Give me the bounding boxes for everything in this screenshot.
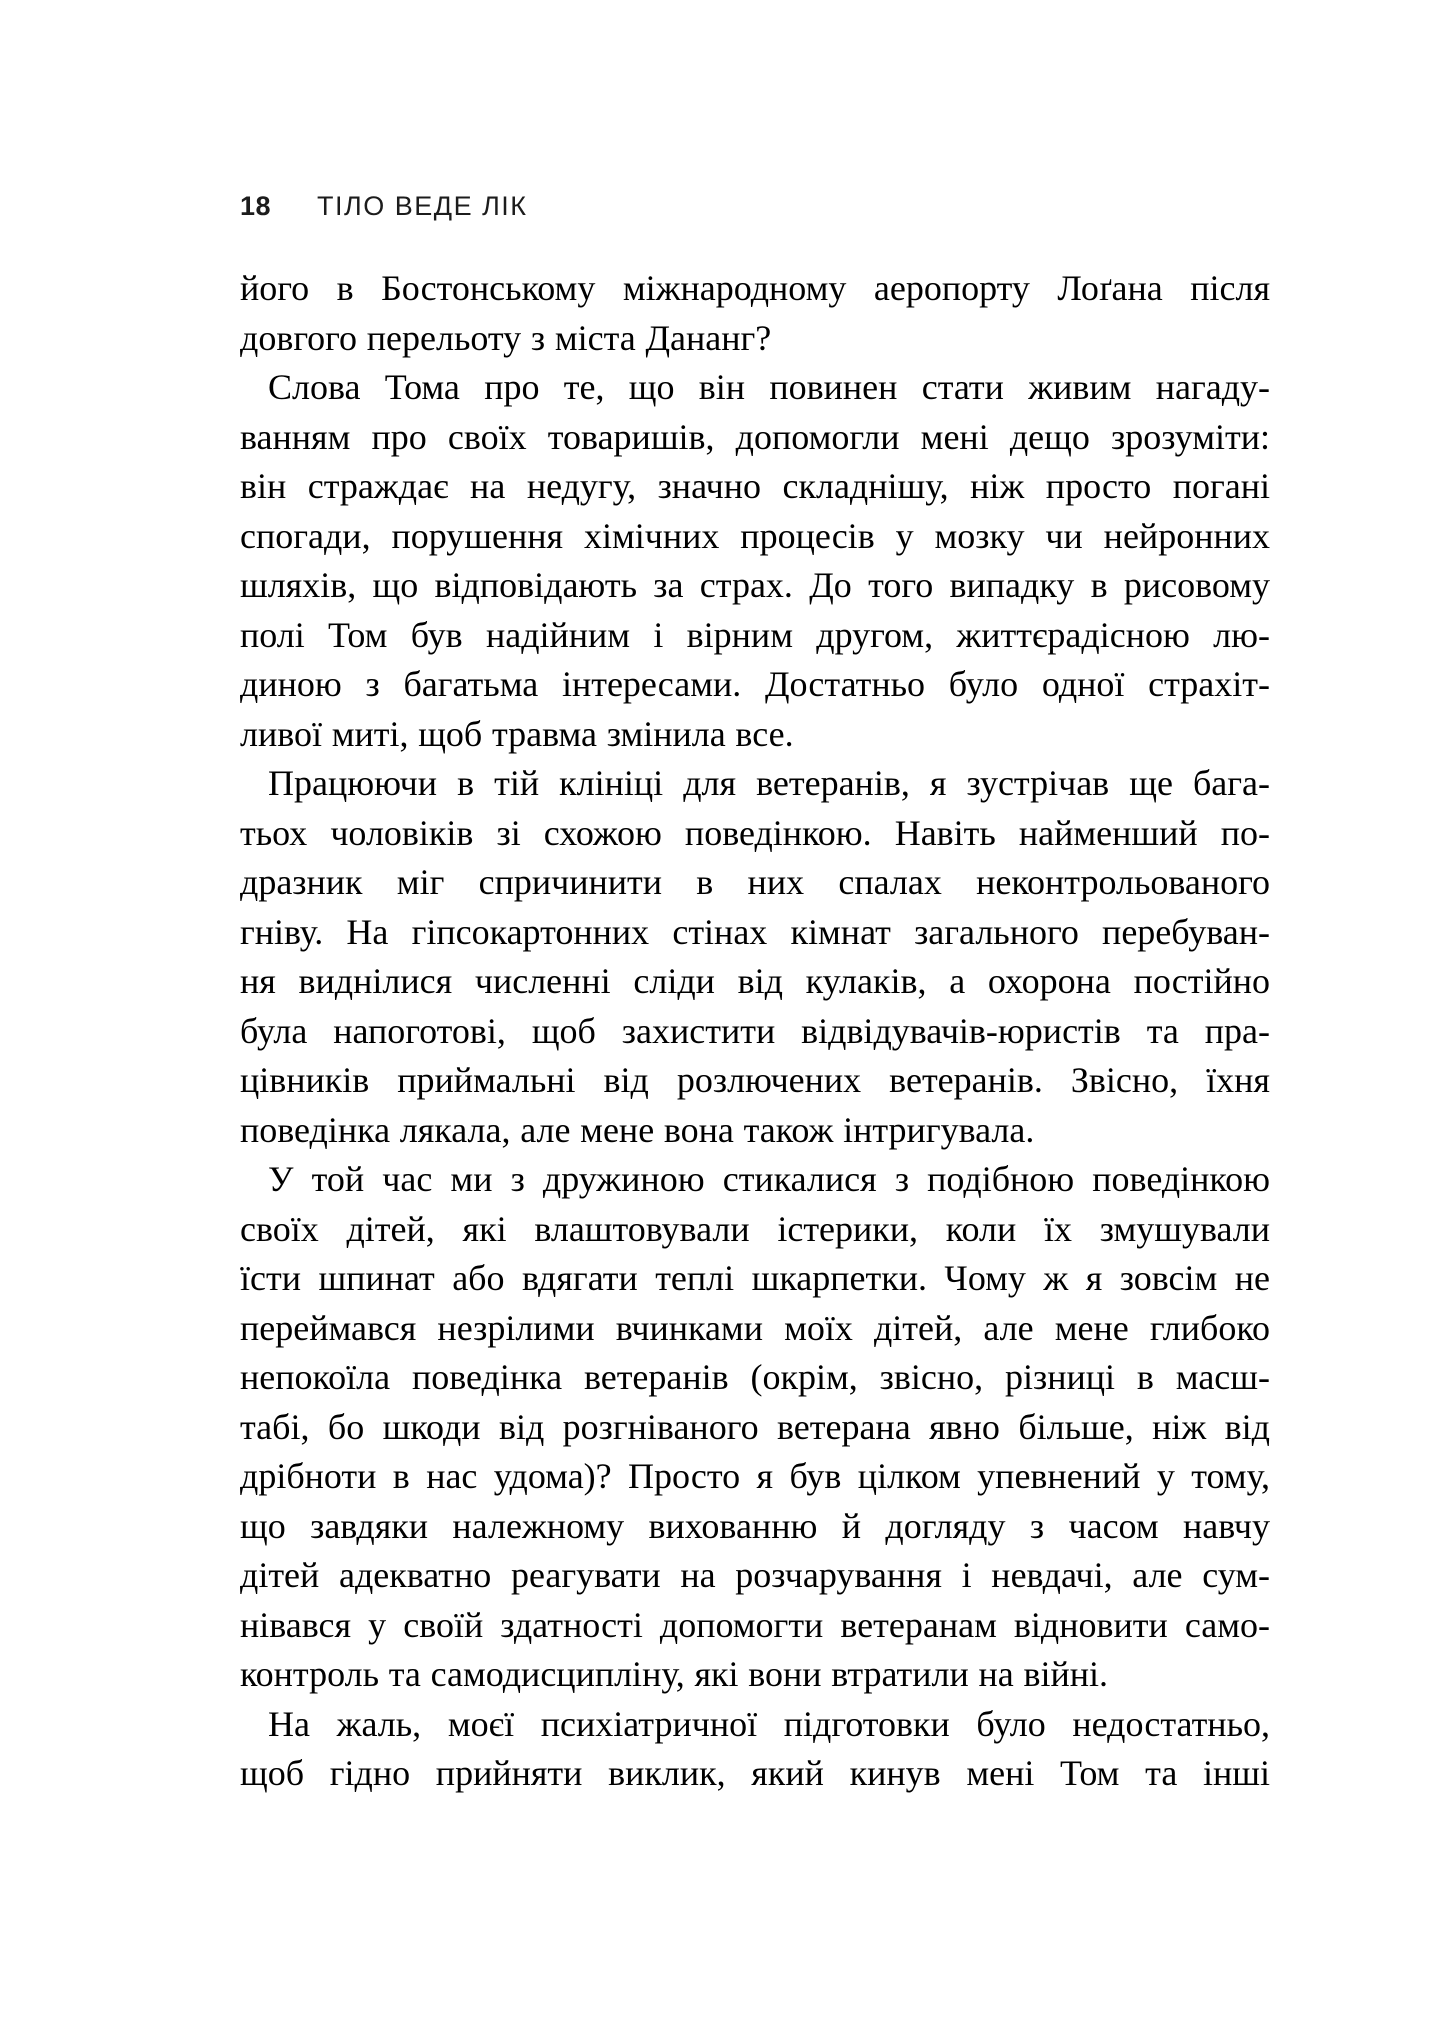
text-line: поведінка лякала, але мене вона також інтригувала. xyxy=(240,1109,1035,1150)
text-line: контроль та самодисципліну, які вони втратили на війні. xyxy=(240,1654,1108,1694)
body-text xyxy=(240,264,1270,1799)
text-line: їсти шпинат або вдягати теплі шкарпетки. Чому ж я зовсім не xyxy=(240,1258,1270,1298)
text-line: була напоготові, щоб захистити відвідувачів-юристів та пра- xyxy=(240,1010,1270,1051)
text-line: його в Бостонському міжнародному аеропорту Лоґана після xyxy=(240,268,1270,308)
text-line: він страждає на недугу, значно складнішу, ніж просто погані xyxy=(240,466,1270,506)
text-line: ня виднілися численні сліди від кулаків, а охорона постійно xyxy=(240,961,1270,1001)
text-line: непокоїла поведінка ветеранів (окрім, звісно, різниці в масш- xyxy=(240,1357,1270,1397)
text-line: що завдяки належному вихованню й догляду з часом навчу xyxy=(240,1505,1270,1546)
text-line: ливої миті, щоб травма змінила все. xyxy=(240,713,794,754)
text-line: Працюючи в тій клініці для ветеранів, я зустрічав ще бага- xyxy=(268,763,1270,803)
text-line: тьох чоловіків зі схожою поведінкою. Навіть найменший по- xyxy=(240,812,1270,853)
text-line: табі, бо шкоди від розгніваного ветерана явно більше, ніж від xyxy=(240,1406,1270,1447)
text-line: гніву. На гіпсокартонних стінах кімнат загального перебуван- xyxy=(240,911,1270,952)
page-number: 18 xyxy=(240,191,272,221)
text-line: На жаль, моєї психіатричної підготовки було недостатньо, xyxy=(268,1703,1270,1744)
text-line: дітей адекватно реагувати на розчарування і невдачі, але сум- xyxy=(240,1555,1270,1595)
text-line: полі Том був надійним і вірним другом, життєрадісною лю- xyxy=(240,614,1270,655)
text-line: спогади, порушення хімічних процесів у мозку чи нейронних xyxy=(240,515,1270,556)
text-line: щоб гідно прийняти виклик, який кинув мені Том та інші xyxy=(240,1753,1270,1793)
text-line: дразник міг спричинити в них спалах неконтрольованого xyxy=(240,862,1270,902)
text-line: ванням про своїх товаришів, допомогли мені дещо зрозуміти: xyxy=(240,416,1270,457)
text-line: довгого перельоту з міста Дананг? xyxy=(240,317,772,358)
text-line: У той час ми з дружиною стикалися з подібною поведінкою xyxy=(268,1159,1270,1199)
text-line: цівників приймальні від розлючених ветеранів. Звісно, їхня xyxy=(240,1060,1270,1100)
text-line: Слова Тома про те, що він повинен стати живим нагаду- xyxy=(268,367,1270,407)
text-line: своїх дітей, які влаштовували істерики, коли їх змушували xyxy=(240,1208,1270,1249)
text-line: нівався у своїй здатності допомогти ветеранам відновити само- xyxy=(240,1604,1270,1645)
running-title: ТІЛО ВЕДЕ ЛІК xyxy=(317,191,528,221)
text-line: дрібноти в нас удома)? Просто я був цілком упевнений у тому, xyxy=(240,1456,1270,1496)
text-line: диною з багатьма інтересами. Достатньо було одної страхіт- xyxy=(240,664,1270,704)
text-line: шляхів, що відповідають за страх. До того випадку в рисовому xyxy=(240,565,1270,605)
text-line: переймався незрілими вчинками моїх дітей, але мене глибоко xyxy=(240,1307,1270,1348)
running-head xyxy=(240,191,1270,221)
